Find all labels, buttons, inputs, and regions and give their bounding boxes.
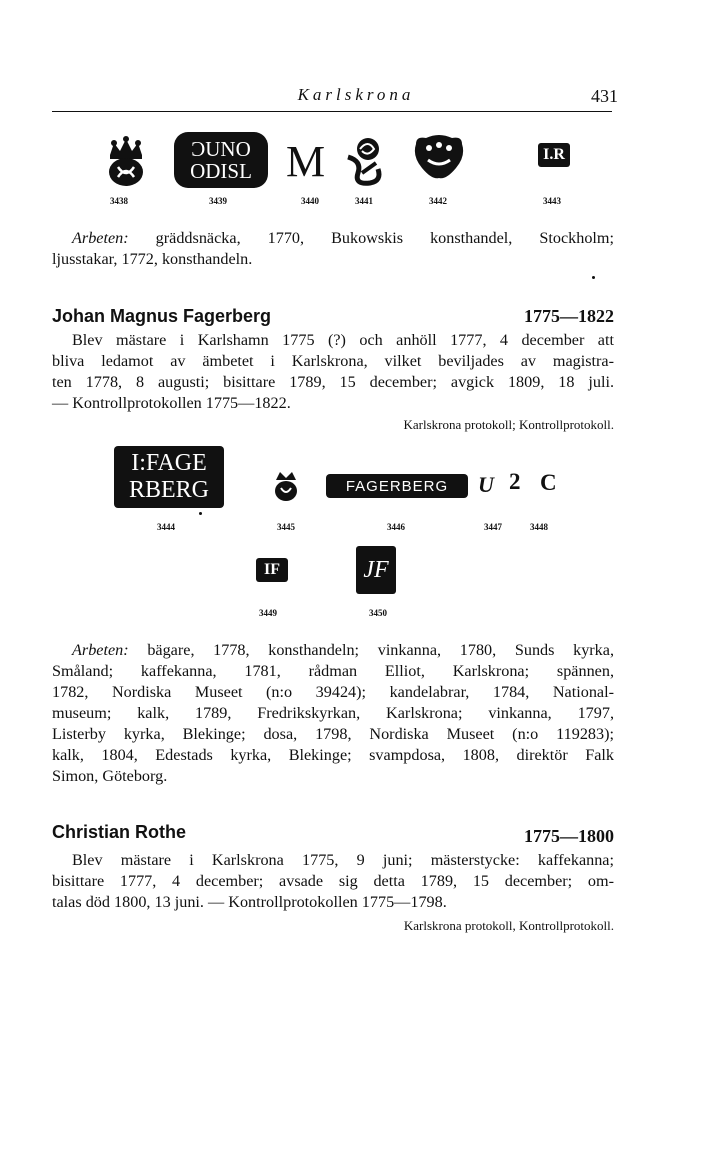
- hallmark-label-3442: 3442: [429, 196, 447, 206]
- hallmark-label-3450: 3450: [369, 608, 387, 618]
- hallmark-label-3443: 3443: [543, 196, 561, 206]
- source-citation: Karlskrona protokoll; Kontrollprotokoll.: [403, 417, 614, 432]
- works-line: Arbeten: gräddsnäcka, 1770, Bukowskis konsthandel, Stockholm;: [72, 229, 615, 247]
- hallmark-label-3444: 3444: [157, 522, 175, 532]
- bio-line: — Kontrollprotokollen 1775—1822.: [52, 394, 291, 412]
- hallmark-3449: IF: [256, 558, 288, 582]
- hallmark-label-3438: 3438: [110, 196, 128, 206]
- person-dates: 1775—1800: [524, 826, 614, 846]
- running-title: Karlskrona: [297, 85, 415, 104]
- hallmark-3447: U: [478, 472, 494, 497]
- bio-line: bisittare 1777, 4 december; avsade sig detta 1789, 15 december; om-: [52, 872, 614, 890]
- hallmark-label-3449: 3449: [259, 608, 277, 618]
- works-paragraph-1: [52, 228, 614, 270]
- bio-line: ten 1778, 8 augusti; bisittare 1789, 15 december; avgick 1809, 18 juli.: [52, 373, 614, 391]
- person-dates: 1775—1822: [524, 306, 614, 326]
- works-line: museum; kalk, 1789, Fredrikskyrkan, Karlskrona; vinkanna, 1797,: [52, 704, 614, 722]
- bio-line: Blev mästare i Karlshamn 1775 (?) och anhöll 1777, 4 december att: [72, 331, 614, 349]
- biography-paragraph-1: [52, 330, 614, 414]
- hallmark-label-3447: 3447: [484, 522, 502, 532]
- stray-dot: [199, 512, 202, 515]
- stamp-line: I:FAGE: [131, 450, 207, 476]
- bio-line: Blev mästare i Karlskrona 1775, 9 juni; mästerstycke: kaffekanna;: [72, 851, 614, 869]
- bio-line: bliva ledamot av ämbetet i Karlskrona, vilket beviljades av magistra-: [52, 352, 614, 370]
- works-line: 1782, Nordiska Museet (n:o 39424); kandelabrar, 1784, National-: [52, 683, 614, 701]
- source-citation: Karlskrona protokoll, Kontrollprotokoll.: [403, 918, 614, 933]
- hallmark-3444: [114, 446, 224, 508]
- biography-paragraph-2: [52, 850, 614, 913]
- person-name-heading: Christian Rothe: [52, 822, 187, 842]
- bio-line: talas död 1800, 13 juni. — Kontrollprotokollen 1775—1798.: [52, 893, 447, 911]
- hallmark-label-3445: 3445: [277, 522, 295, 532]
- hallmark-label-3446: 3446: [387, 522, 405, 532]
- works-line: Arbeten: bägare, 1778, konsthandeln; vinkanna, 1780, Sunds kyrka,: [72, 641, 615, 659]
- crown-town-mark-icon: [104, 135, 148, 187]
- hallmark-3445: [274, 470, 298, 502]
- hallmark-3440: M: [286, 137, 326, 186]
- works-lead: Arbeten:: [72, 229, 129, 247]
- crown-shield-mark-icon: [412, 134, 466, 180]
- works-line: ljusstakar, 1772, konsthandeln.: [52, 250, 253, 268]
- works-lead: Arbeten:: [72, 641, 129, 659]
- page-number: 431: [591, 86, 618, 106]
- hallmark-3443: I.R: [538, 143, 570, 167]
- ornamental-mark-icon: [342, 135, 386, 187]
- hallmark-3446: FAGERBERG: [326, 474, 468, 498]
- person-name-heading: Johan Magnus Fagerberg: [52, 306, 272, 326]
- works-paragraph-2: [52, 640, 614, 787]
- small-crown-mark-icon: [274, 470, 298, 502]
- hallmark-label-3441: 3441: [355, 196, 373, 206]
- hallmark-3442: [412, 134, 466, 180]
- stray-dot: [592, 276, 595, 279]
- hallmark-label-3440: 3440: [301, 196, 319, 206]
- hallmark-3439: [174, 132, 268, 188]
- hallmark-label-3448: 3448: [530, 522, 548, 532]
- works-line: Listerby kyrka, Blekinge; dosa, 1798, Nordiska Museet (n:o 119283);: [52, 725, 614, 743]
- hallmark-3450: JF: [356, 546, 396, 594]
- works-line: kalk, 1804, Edestads kyrka, Blekinge; svampdosa, 1808, direktör Falk: [52, 746, 614, 764]
- hallmark-3448-b: C: [540, 470, 557, 495]
- stamp-text: ϽUNO ОDISL: [190, 137, 252, 183]
- works-line: Småland; kaffekanna, 1781, rådman Elliot, Karlskrona; spännen,: [52, 662, 614, 680]
- works-line: Simon, Göteborg.: [52, 767, 168, 785]
- hallmark-3441: [342, 135, 386, 187]
- hallmark-3448: 2: [509, 469, 521, 494]
- hallmark-label-3439: 3439: [209, 196, 227, 206]
- hallmark-3438: [104, 135, 148, 187]
- stamp-line: RBERG: [128, 477, 209, 503]
- header-rule: [52, 111, 612, 112]
